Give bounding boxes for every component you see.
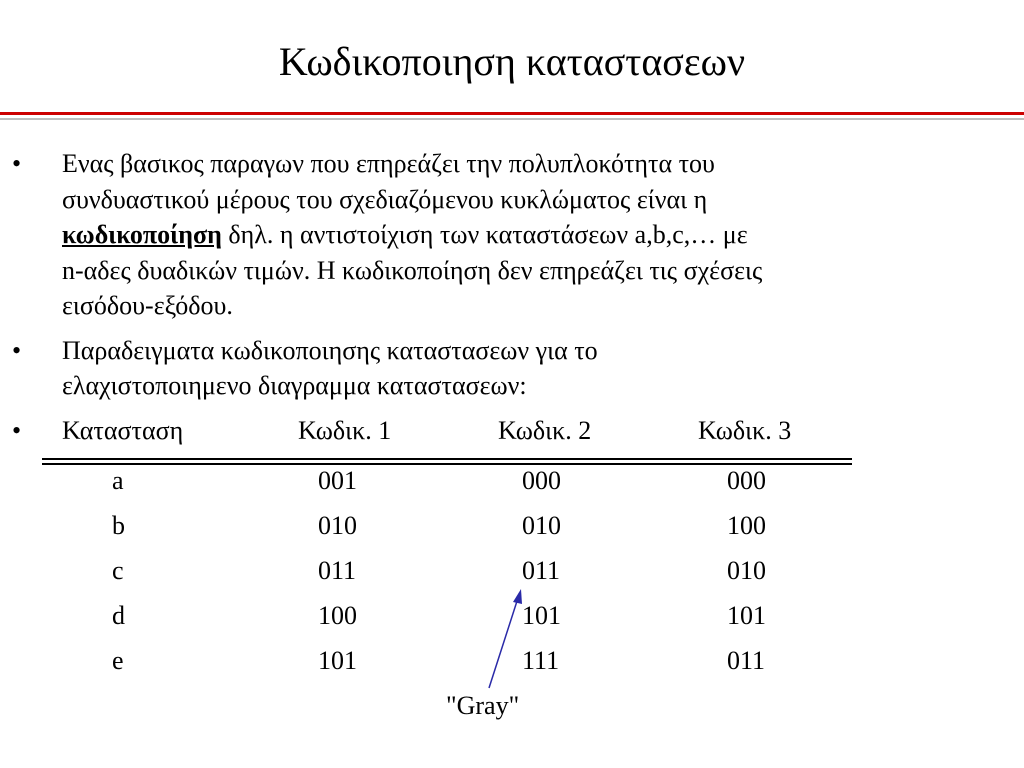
table-header-row <box>62 413 994 449</box>
gray-annotation-label: "Gray" <box>446 691 520 720</box>
table-cell-code3: 010 <box>727 556 766 585</box>
bullet-dot: • <box>12 149 22 178</box>
bullet-list <box>0 146 1024 449</box>
bullet1-line3 <box>62 217 994 253</box>
title-divider-red <box>0 112 1024 115</box>
table-cell-code1: 011 <box>318 556 357 585</box>
bullet-item-1 <box>0 146 1024 324</box>
table-row <box>0 598 1024 643</box>
table-header-rule-top <box>42 458 852 460</box>
table-cell-code1: 100 <box>318 601 357 630</box>
table-row <box>0 463 1024 508</box>
table-row <box>0 643 1024 688</box>
encoding-table <box>0 463 1024 688</box>
page-title: Κωδικοποιηση καταστασεων <box>278 39 746 84</box>
bullet2-line1: Παραδειγματα κωδικοποιησης καταστασεων για το <box>62 335 598 365</box>
bullet1-line4: n-αδες δυαδικών τιμών. Η κωδικοποίηση δεν επηρεάζει τις σχέσεις <box>62 255 763 285</box>
table-cell-code3: 000 <box>727 466 766 495</box>
table-cell-code1: 101 <box>318 646 357 675</box>
table-cell-code1: 001 <box>318 466 357 495</box>
table-cell-code2: 011 <box>522 556 561 585</box>
table-row <box>0 553 1024 598</box>
table-cell-state: b <box>112 511 125 540</box>
table-cell-code2: 101 <box>522 601 561 630</box>
keyword-encoding: κωδικοποίηση <box>62 220 222 249</box>
table-cell-code2: 111 <box>522 646 560 675</box>
table-header-code3: Κωδικ. 3 <box>698 415 792 445</box>
table-cell-state: d <box>112 601 125 630</box>
table-cell-code1: 010 <box>318 511 357 540</box>
table-cell-state: a <box>112 466 124 495</box>
title-divider-gray <box>0 118 1024 120</box>
bullet-dot: • <box>12 335 22 365</box>
bullet1-line3-rest: δηλ. η αντιστοίχιση των καταστάσεων a,b,c,… με <box>221 220 748 249</box>
table-cell-state: e <box>112 646 124 675</box>
table-cell-code3: 100 <box>727 511 766 540</box>
bullet1-line2: συνδυαστικού μέρους του σχεδιαζόμενου κυκλώματος είναι η <box>62 184 708 214</box>
table-cell-code3: 011 <box>727 646 766 675</box>
table-cell-code2: 000 <box>522 466 561 495</box>
bullet-item-3 <box>0 413 1024 449</box>
table-cell-code3: 101 <box>727 601 766 630</box>
bullet-dot: • <box>12 415 22 445</box>
bullet2-line2: ελαχιστοποιημενο διαγραμμα καταστασεων: <box>62 371 527 400</box>
table-row <box>0 508 1024 553</box>
bullet1-line5: εισόδου-εξόδου. <box>62 291 233 320</box>
table-header-state: Κατασταση <box>62 415 184 445</box>
table-header-code1: Κωδικ. 1 <box>298 415 392 445</box>
table-cell-code2: 010 <box>522 511 561 540</box>
bullet-item-2 <box>0 333 1024 404</box>
table-cell-state: c <box>112 556 124 585</box>
table-header-code2: Κωδικ. 2 <box>498 415 592 445</box>
bullet1-line1: Ενας βασικος παραγων που επηρεάζει την πολυπλοκότητα του <box>62 149 715 178</box>
